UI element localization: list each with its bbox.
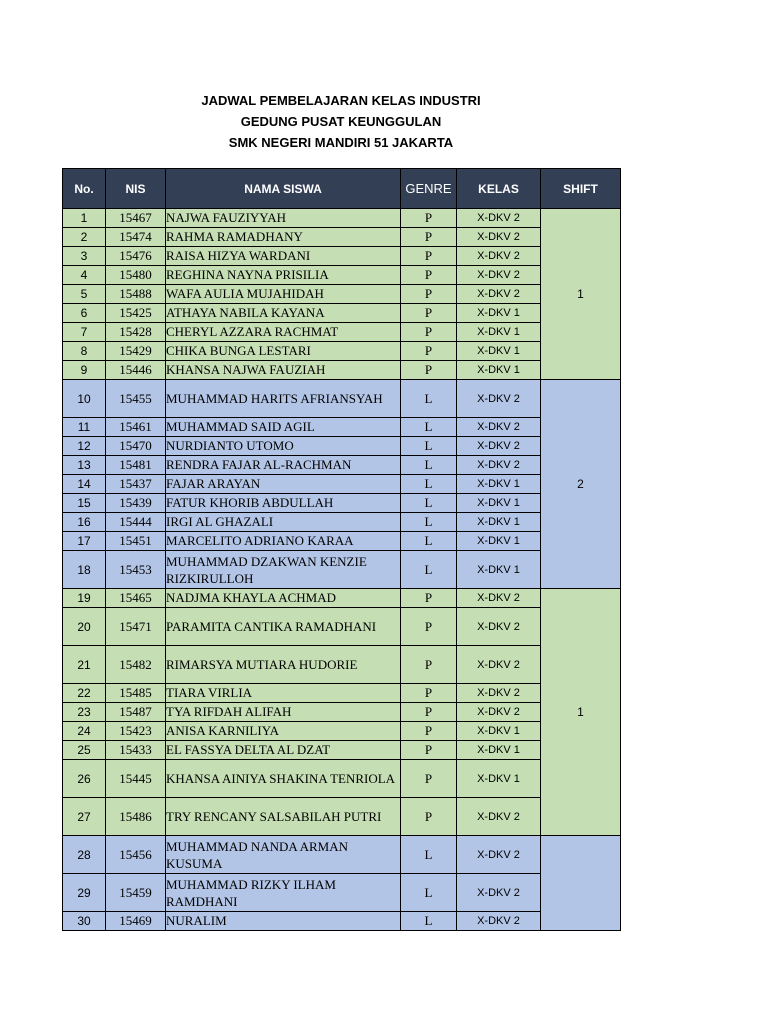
cell-genre: L bbox=[401, 513, 457, 532]
cell-nis: 15482 bbox=[106, 646, 166, 684]
cell-nama: FATUR KHORIB ABDULLAH bbox=[166, 494, 401, 513]
cell-nis: 15433 bbox=[106, 741, 166, 760]
cell-nama: FAJAR ARAYAN bbox=[166, 475, 401, 494]
cell-no: 19 bbox=[63, 589, 106, 608]
header-genre: GENRE bbox=[401, 169, 457, 209]
cell-no: 10 bbox=[63, 380, 106, 418]
cell-kelas: X-DKV 2 bbox=[457, 646, 541, 684]
cell-no: 3 bbox=[63, 247, 106, 266]
title-line-1: JADWAL PEMBELAJARAN KELAS INDUSTRI bbox=[201, 93, 481, 108]
cell-kelas: X-DKV 1 bbox=[457, 361, 541, 380]
cell-genre: L bbox=[401, 532, 457, 551]
cell-genre: L bbox=[401, 475, 457, 494]
cell-kelas: X-DKV 1 bbox=[457, 760, 541, 798]
cell-nis: 15486 bbox=[106, 798, 166, 836]
cell-genre: P bbox=[401, 646, 457, 684]
cell-kelas: X-DKV 2 bbox=[457, 209, 541, 228]
cell-nama: TYA RIFDAH ALIFAH bbox=[166, 703, 401, 722]
cell-nis: 15471 bbox=[106, 608, 166, 646]
cell-kelas: X-DKV 2 bbox=[457, 228, 541, 247]
cell-nama: PARAMITA CANTIKA RAMADHANI bbox=[166, 608, 401, 646]
header-nis: NIS bbox=[106, 169, 166, 209]
cell-kelas: X-DKV 2 bbox=[457, 912, 541, 931]
cell-no: 16 bbox=[63, 513, 106, 532]
table-row bbox=[63, 342, 621, 361]
cell-nama: CHERYL AZZARA RACHMAT bbox=[166, 323, 401, 342]
cell-nis: 15446 bbox=[106, 361, 166, 380]
cell-kelas: X-DKV 2 bbox=[457, 437, 541, 456]
cell-shift: 2 bbox=[541, 380, 621, 589]
cell-nis: 15488 bbox=[106, 285, 166, 304]
cell-genre: P bbox=[401, 703, 457, 722]
cell-nis: 15459 bbox=[106, 874, 166, 912]
cell-nis: 15487 bbox=[106, 703, 166, 722]
cell-nama: MUHAMMAD DZAKWAN KENZIE RIZKIRULLOH bbox=[166, 551, 401, 589]
cell-nis: 15451 bbox=[106, 532, 166, 551]
table-row bbox=[63, 456, 621, 475]
cell-nama: NAJWA FAUZIYYAH bbox=[166, 209, 401, 228]
cell-no: 11 bbox=[63, 418, 106, 437]
cell-nama: NADJMA KHAYLA ACHMAD bbox=[166, 589, 401, 608]
cell-genre: P bbox=[401, 209, 457, 228]
table-row bbox=[63, 722, 621, 741]
table-row bbox=[63, 703, 621, 722]
document-title-block bbox=[62, 90, 620, 153]
table-row bbox=[63, 304, 621, 323]
cell-nama: RAHMA RAMADHANY bbox=[166, 228, 401, 247]
cell-no: 21 bbox=[63, 646, 106, 684]
cell-no: 25 bbox=[63, 741, 106, 760]
cell-nis: 15467 bbox=[106, 209, 166, 228]
cell-genre: P bbox=[401, 342, 457, 361]
cell-genre: L bbox=[401, 836, 457, 874]
cell-nis: 15481 bbox=[106, 456, 166, 475]
cell-nis: 15485 bbox=[106, 684, 166, 703]
cell-genre: L bbox=[401, 494, 457, 513]
cell-kelas: X-DKV 2 bbox=[457, 418, 541, 437]
header-nama-siswa: NAMA SISWA bbox=[166, 169, 401, 209]
cell-nama: ANISA KARNILIYA bbox=[166, 722, 401, 741]
cell-nama: MUHAMMAD RIZKY ILHAM RAMDHANI bbox=[166, 874, 401, 912]
cell-no: 13 bbox=[63, 456, 106, 475]
cell-nis: 15444 bbox=[106, 513, 166, 532]
cell-nis: 15469 bbox=[106, 912, 166, 931]
cell-kelas: X-DKV 2 bbox=[457, 703, 541, 722]
cell-shift bbox=[541, 836, 621, 931]
table-row bbox=[63, 323, 621, 342]
cell-kelas: X-DKV 2 bbox=[457, 798, 541, 836]
cell-nama: RENDRA FAJAR AL-RACHMAN bbox=[166, 456, 401, 475]
table-row bbox=[63, 494, 621, 513]
cell-genre: P bbox=[401, 228, 457, 247]
table-row bbox=[63, 418, 621, 437]
cell-nis: 15476 bbox=[106, 247, 166, 266]
table-row bbox=[63, 247, 621, 266]
table-row bbox=[63, 760, 621, 798]
cell-nama: EL FASSYA DELTA AL DZAT bbox=[166, 741, 401, 760]
cell-no: 30 bbox=[63, 912, 106, 931]
cell-no: 14 bbox=[63, 475, 106, 494]
cell-kelas: X-DKV 2 bbox=[457, 266, 541, 285]
cell-no: 12 bbox=[63, 437, 106, 456]
cell-no: 1 bbox=[63, 209, 106, 228]
cell-shift: 1 bbox=[541, 209, 621, 380]
cell-genre: L bbox=[401, 437, 457, 456]
cell-nama: RIMARSYA MUTIARA HUDORIE bbox=[166, 646, 401, 684]
cell-kelas: X-DKV 1 bbox=[457, 323, 541, 342]
cell-no: 17 bbox=[63, 532, 106, 551]
cell-no: 18 bbox=[63, 551, 106, 589]
table-row bbox=[63, 551, 621, 589]
cell-nis: 15474 bbox=[106, 228, 166, 247]
cell-nama: MUHAMMAD NANDA ARMAN KUSUMA bbox=[166, 836, 401, 874]
cell-no: 15 bbox=[63, 494, 106, 513]
cell-no: 28 bbox=[63, 836, 106, 874]
table-row bbox=[63, 437, 621, 456]
cell-nama: CHIKA BUNGA LESTARI bbox=[166, 342, 401, 361]
cell-genre: L bbox=[401, 418, 457, 437]
cell-nis: 15428 bbox=[106, 323, 166, 342]
table-row bbox=[63, 475, 621, 494]
cell-nis: 15470 bbox=[106, 437, 166, 456]
cell-genre: L bbox=[401, 912, 457, 931]
cell-nama: IRGI AL GHAZALI bbox=[166, 513, 401, 532]
header-kelas: KELAS bbox=[457, 169, 541, 209]
cell-genre: P bbox=[401, 760, 457, 798]
table-row bbox=[63, 589, 621, 608]
cell-genre: P bbox=[401, 741, 457, 760]
cell-kelas: X-DKV 1 bbox=[457, 342, 541, 361]
cell-no: 29 bbox=[63, 874, 106, 912]
cell-nis: 15453 bbox=[106, 551, 166, 589]
cell-no: 5 bbox=[63, 285, 106, 304]
cell-kelas: X-DKV 2 bbox=[457, 247, 541, 266]
cell-no: 23 bbox=[63, 703, 106, 722]
cell-genre: P bbox=[401, 285, 457, 304]
cell-kelas: X-DKV 1 bbox=[457, 513, 541, 532]
cell-nama: TIARA VIRLIA bbox=[166, 684, 401, 703]
table-row bbox=[63, 380, 621, 418]
cell-kelas: X-DKV 1 bbox=[457, 722, 541, 741]
table-row bbox=[63, 285, 621, 304]
cell-nis: 15465 bbox=[106, 589, 166, 608]
cell-kelas: X-DKV 1 bbox=[457, 475, 541, 494]
cell-kelas: X-DKV 2 bbox=[457, 285, 541, 304]
cell-no: 20 bbox=[63, 608, 106, 646]
header-no: No. bbox=[63, 169, 106, 209]
cell-genre: P bbox=[401, 247, 457, 266]
cell-kelas: X-DKV 2 bbox=[457, 874, 541, 912]
cell-nama: NURALIM bbox=[166, 912, 401, 931]
cell-nis: 15425 bbox=[106, 304, 166, 323]
cell-no: 6 bbox=[63, 304, 106, 323]
cell-nama: MARCELITO ADRIANO KARAA bbox=[166, 532, 401, 551]
cell-genre: L bbox=[401, 456, 457, 475]
cell-nama: KHANSA NAJWA FAUZIAH bbox=[166, 361, 401, 380]
cell-genre: P bbox=[401, 684, 457, 703]
cell-genre: L bbox=[401, 551, 457, 589]
cell-nis: 15461 bbox=[106, 418, 166, 437]
cell-no: 2 bbox=[63, 228, 106, 247]
table-row bbox=[63, 228, 621, 247]
table-row bbox=[63, 912, 621, 931]
table-row bbox=[63, 798, 621, 836]
cell-no: 22 bbox=[63, 684, 106, 703]
cell-no: 8 bbox=[63, 342, 106, 361]
cell-nis: 15456 bbox=[106, 836, 166, 874]
cell-nis: 15429 bbox=[106, 342, 166, 361]
cell-kelas: X-DKV 2 bbox=[457, 589, 541, 608]
cell-kelas: X-DKV 1 bbox=[457, 494, 541, 513]
cell-no: 27 bbox=[63, 798, 106, 836]
cell-kelas: X-DKV 2 bbox=[457, 608, 541, 646]
cell-nama: NURDIANTO UTOMO bbox=[166, 437, 401, 456]
cell-nama: MUHAMMAD SAID AGIL bbox=[166, 418, 401, 437]
cell-nama: MUHAMMAD HARITS AFRIANSYAH bbox=[166, 380, 401, 418]
header-shift: SHIFT bbox=[541, 169, 621, 209]
cell-no: 26 bbox=[63, 760, 106, 798]
cell-genre: L bbox=[401, 874, 457, 912]
cell-nis: 15480 bbox=[106, 266, 166, 285]
table-row bbox=[63, 741, 621, 760]
table-row bbox=[63, 361, 621, 380]
cell-kelas: X-DKV 2 bbox=[457, 380, 541, 418]
cell-genre: P bbox=[401, 722, 457, 741]
cell-nis: 15445 bbox=[106, 760, 166, 798]
table-row bbox=[63, 266, 621, 285]
schedule-table bbox=[62, 168, 621, 931]
cell-genre: P bbox=[401, 323, 457, 342]
cell-no: 9 bbox=[63, 361, 106, 380]
table-row bbox=[63, 684, 621, 703]
cell-nama: TRY RENCANY SALSABILAH PUTRI bbox=[166, 798, 401, 836]
table-row bbox=[63, 513, 621, 532]
cell-nis: 15439 bbox=[106, 494, 166, 513]
cell-kelas: X-DKV 2 bbox=[457, 836, 541, 874]
cell-genre: P bbox=[401, 361, 457, 380]
cell-no: 4 bbox=[63, 266, 106, 285]
cell-no: 24 bbox=[63, 722, 106, 741]
cell-nama: ATHAYA NABILA KAYANA bbox=[166, 304, 401, 323]
cell-kelas: X-DKV 1 bbox=[457, 304, 541, 323]
cell-nama: KHANSA AINIYA SHAKINA TENRIOLA bbox=[166, 760, 401, 798]
title-line-3: SMK NEGERI MANDIRI 51 JAKARTA bbox=[228, 135, 454, 150]
table-row bbox=[63, 608, 621, 646]
title-line-2: GEDUNG PUSAT KEUNGGULAN bbox=[240, 114, 442, 129]
cell-genre: L bbox=[401, 380, 457, 418]
cell-kelas: X-DKV 1 bbox=[457, 532, 541, 551]
cell-genre: P bbox=[401, 266, 457, 285]
cell-genre: P bbox=[401, 798, 457, 836]
cell-kelas: X-DKV 2 bbox=[457, 456, 541, 475]
cell-nama: REGHINA NAYNA PRISILIA bbox=[166, 266, 401, 285]
table-row bbox=[63, 646, 621, 684]
cell-nama: WAFA AULIA MUJAHIDAH bbox=[166, 285, 401, 304]
cell-nis: 15423 bbox=[106, 722, 166, 741]
table-row bbox=[63, 874, 621, 912]
table-row bbox=[63, 532, 621, 551]
table-row bbox=[63, 836, 621, 874]
cell-nis: 15455 bbox=[106, 380, 166, 418]
cell-shift: 1 bbox=[541, 589, 621, 836]
cell-kelas: X-DKV 1 bbox=[457, 741, 541, 760]
cell-genre: P bbox=[401, 608, 457, 646]
cell-kelas: X-DKV 2 bbox=[457, 684, 541, 703]
cell-no: 7 bbox=[63, 323, 106, 342]
cell-kelas: X-DKV 1 bbox=[457, 551, 541, 589]
table-header-row bbox=[63, 169, 621, 209]
cell-genre: P bbox=[401, 304, 457, 323]
cell-genre: P bbox=[401, 589, 457, 608]
cell-nama: RAISA HIZYA WARDANI bbox=[166, 247, 401, 266]
table-row bbox=[63, 209, 621, 228]
cell-nis: 15437 bbox=[106, 475, 166, 494]
